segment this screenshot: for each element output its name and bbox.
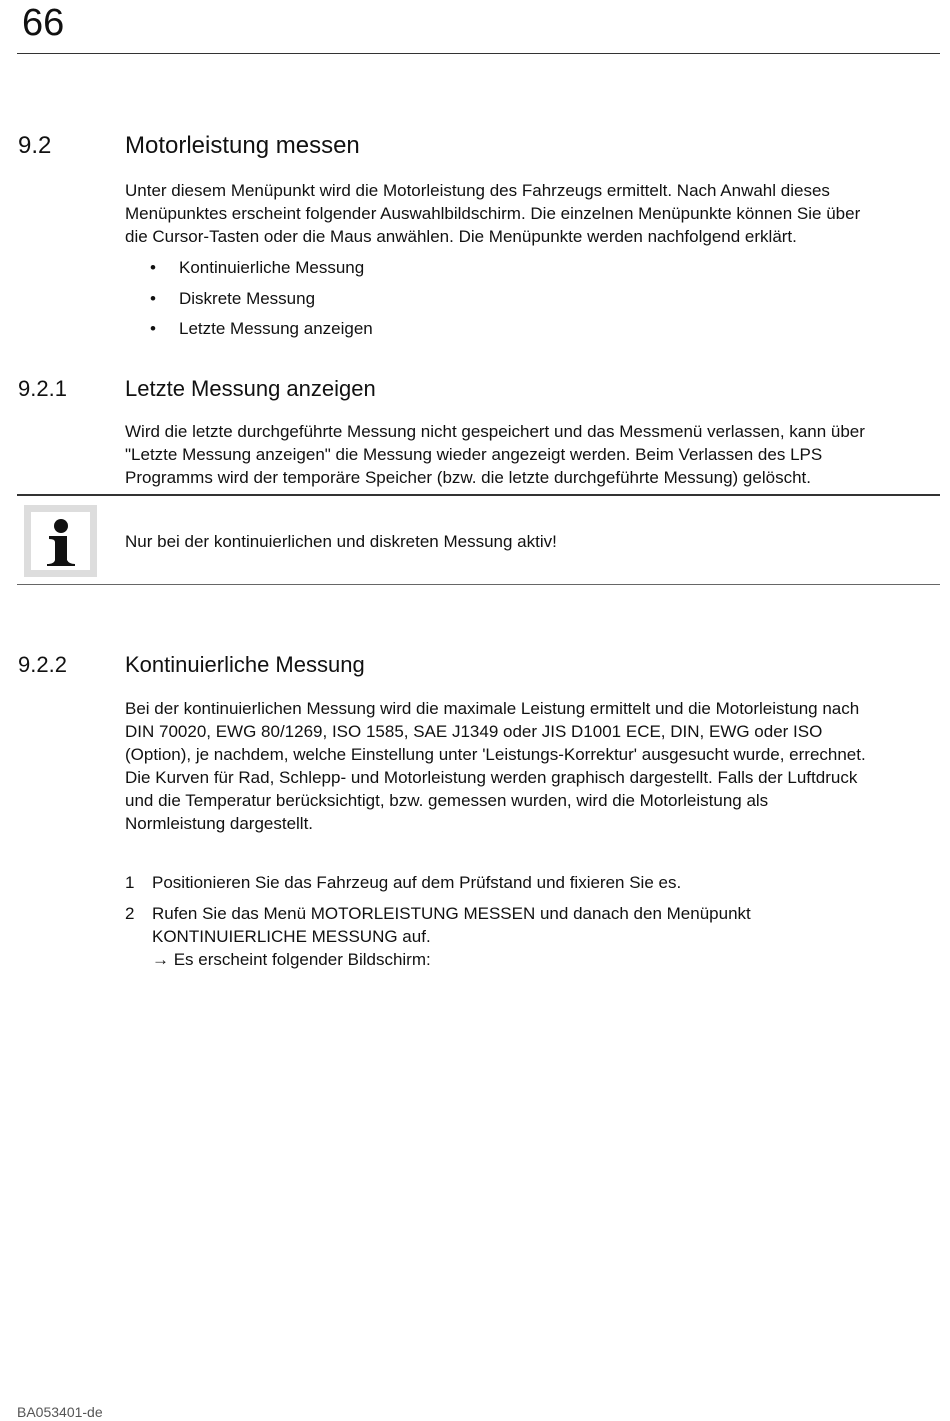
header-divider [17, 53, 940, 54]
section-number: 9.2.1 [18, 376, 67, 401]
bullet-text: Letzte Messung anzeigen [179, 319, 373, 338]
bullet-item: • Diskrete Messung [150, 289, 316, 308]
paragraph [125, 697, 940, 835]
text-line: Menüpunktes erscheint folgender Auswahlbildschirm. Die einzelnen Menüpunkte können Sie über [125, 204, 861, 223]
text-line: die Cursor-Tasten oder die Maus anwählen. Die Menüpunkte werden nachfolgend erklärt. [125, 227, 797, 246]
text-line: Die Kurven für Rad, Schlepp- und Motorleistung werden graphisch dargestellt. Falls der Luftdruck [125, 768, 858, 787]
text-line: Bei der kontinuierlichen Messung wird die maximale Leistung ermittelt und die Motorleistung nach [125, 699, 860, 718]
section-title: Motorleistung messen [125, 132, 360, 159]
document-id-footer: BA053401-de [17, 1404, 103, 1420]
text-line: DIN 70020, EWG 80/1269, ISO 1585, SAE J1349 oder JIS D1001 ECE, DIN, EWG oder ISO [125, 722, 823, 741]
info-icon [24, 505, 97, 577]
text-line: "Letzte Messung anzeigen" die Messung wieder angezeigt werden. Beim Verlassen des LPS [125, 445, 823, 464]
step-result: → Es erscheint folgender Bildschirm: [152, 950, 431, 969]
note-top-divider [17, 494, 940, 496]
note-text: Nur bei der kontinuierlichen und diskreten Messung aktiv! [125, 532, 557, 551]
bullet-text: Kontinuierliche Messung [179, 258, 365, 277]
step-text: Positionieren Sie das Fahrzeug auf dem Prüfstand und fixieren Sie es. [152, 873, 682, 892]
bullet-item: • Letzte Messung anzeigen [150, 319, 373, 338]
step-number: 1 [125, 873, 135, 892]
section-number: 9.2 [18, 132, 52, 159]
paragraph [125, 420, 940, 489]
text-line: Normleistung dargestellt. [125, 814, 314, 833]
bullet-item: • Kontinuierliche Messung [150, 258, 365, 277]
paragraph [125, 179, 940, 248]
text-line: und die Temperatur berücksichtigt, bzw. gemessen wurden, wird die Motorleistung als [125, 791, 769, 810]
section-number: 9.2.2 [18, 652, 67, 677]
section-title: Kontinuierliche Messung [125, 652, 365, 677]
text-line: (Option), je nachdem, welche Einstellung unter 'Leistungs-Korrektur' ausgesucht wurde, errechnet. [125, 745, 866, 764]
text-line: Programms wird der temporäre Speicher (bzw. die letzte durchgeführte Messung) gelöscht. [125, 468, 811, 487]
section-title: Letzte Messung anzeigen [125, 376, 376, 401]
step-text: KONTINUIERLICHE MESSUNG auf. [152, 927, 431, 946]
page-number: 66 [22, 2, 65, 44]
step-text: Rufen Sie das Menü MOTORLEISTUNG MESSEN und danach den Menüpunkt [152, 904, 751, 923]
bullet-text: Diskrete Messung [179, 289, 316, 308]
text-line: Unter diesem Menüpunkt wird die Motorleistung des Fahrzeugs ermittelt. Nach Anwahl dieses [125, 181, 830, 200]
text-line: Wird die letzte durchgeführte Messung nicht gespeichert und das Messmenü verlassen, kann über [125, 422, 865, 441]
note-bottom-divider [17, 584, 940, 585]
step-number: 2 [125, 904, 135, 923]
